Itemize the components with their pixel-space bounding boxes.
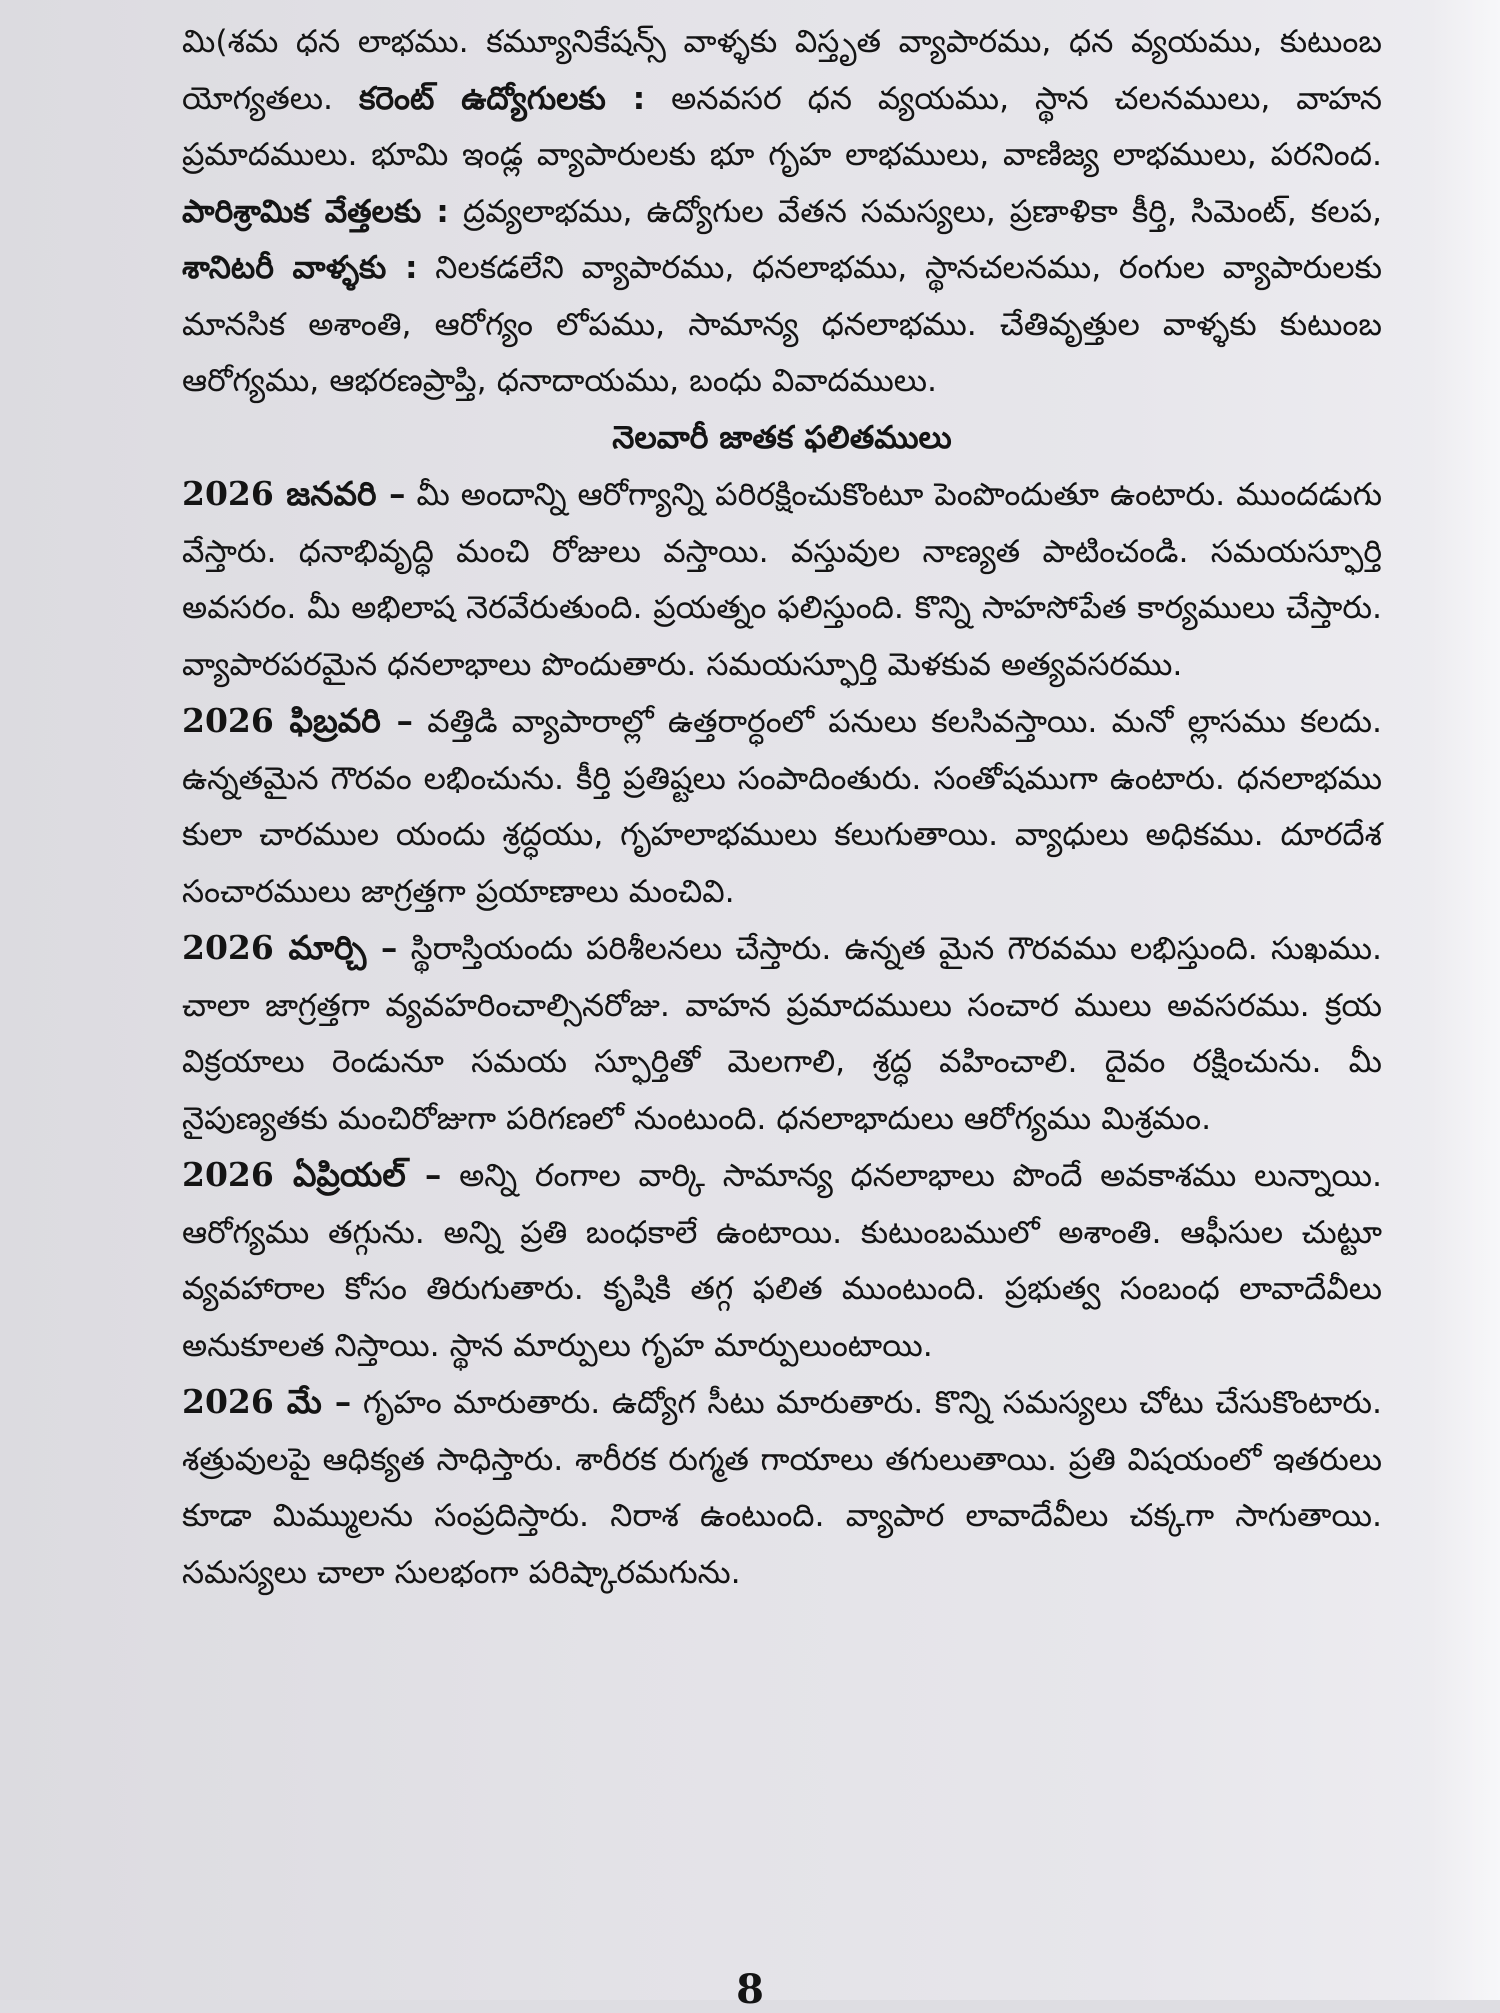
month-text: వత్తిడి వ్యాపారాల్లో ఉత్తరార్ధంలో పనులు కలసివస్తాయి. మనో ల్లాసము కలదు. ఉన్నతమైన గౌరవం లభించును. కీర్తి ప్రతిష్టలు సంపాదింతురు. సంతోషముగా ఉంటారు. ధనలాభము కులా చారముల యందు శ్రద్ధయు, గృహలాభములు కలుగుతాయి. వ్యాధులు అధికము. దూరదేశ సంచారములు జాగ్రత్తగా ప్రయాణాలు మంచివి. bbox=[182, 704, 1382, 910]
month-paragraph-april bbox=[182, 1147, 1382, 1374]
intro-bold-2: పారిశ్రామిక వేత్తలకు : bbox=[182, 193, 449, 230]
month-paragraph-january bbox=[182, 466, 1382, 693]
month-label: 2026 ఫిబ్రవరి – bbox=[182, 701, 413, 740]
intro-text-2: అనవసర ధన వ్యయము, స్థాన చలనములు, వాహన ప్రమాదములు. భూమి ఇండ్ల వ్యాపారులకు భూ గృహ లాభములు, వాణిజ్య లాభములు, పరనింద. bbox=[182, 80, 1383, 173]
intro-text-3: ద్రవ్యలాభము, ఉద్యోగుల వేతన సమస్యలు, ప్రణాళికా కీర్తి, సిమెంట్, కలప, bbox=[448, 193, 1382, 230]
intro-paragraph bbox=[182, 14, 1382, 410]
month-paragraph-february bbox=[182, 693, 1382, 920]
intro-text-4: నిలకడలేని వ్యాపారము, ధనలాభము, స్థానచలనము, రంగుల వ్యాపారులకు మానసిక అశాంతి, ఆరోగ్యం లోపము, సామాన్య ధనలాభము. చేతివృత్తుల వాళ్ళకు కుటుంబ ఆరోగ్యము, ఆభరణప్రాప్తి, ధనాదాయము, బంధు వివాదములు. bbox=[182, 250, 1382, 399]
document-body bbox=[182, 14, 1382, 1601]
month-text: స్థిరాస్తియందు పరిశీలనలు చేస్తారు. ఉన్నత మైన గౌరవము లభిస్తుంది. సుఖము. చాలా జాగ్రత్తగా వ్యవహరించాల్సినరోజు. వాహన ప్రమాదములు సంచార ములు అవసరము. క్రయ విక్రయాలు రెండునూ సమయ స్ఫూర్తితో మెలగాలి, శ్రద్ధ వహించాలి. దైవం రక్షించును. మీ నైపుణ్యతకు మంచిరోజుగా పరిగణలో నుంటుంది. ధనలాభాదులు ఆరోగ్యము మిశ్రమం. bbox=[182, 931, 1383, 1137]
page-number: 8 bbox=[736, 1966, 764, 2013]
month-paragraph-march bbox=[182, 920, 1382, 1147]
month-paragraph-may bbox=[182, 1374, 1382, 1601]
intro-text-1: మి(శమ ధన లాభము. కమ్యూనికేషన్స్ వాళ్ళకు విస్తృత వ్యాపారము, ధన వ్యయము, కుటుంబ యోగ్యతలు. bbox=[182, 24, 1382, 117]
month-label: 2026 మే – bbox=[182, 1382, 352, 1421]
section-heading: నెలవారీ జాతక ఫలితములు bbox=[612, 419, 952, 456]
intro-bold-1: కరెంట్ ఉద్యోగులకు : bbox=[358, 80, 646, 117]
month-label: 2026 జనవరి – bbox=[182, 474, 406, 513]
month-text: గృహం మారుతారు. ఉద్యోగ సీటు మారుతారు. కొన్ని సమస్యలు చోటు చేసుకొంటారు. శత్రువులపై ఆధిక్యత సాధిస్తారు. శారీరక రుగ్మత గాయాలు తగులుతాయి. ప్రతి విషయంలో ఇతరులు కూడా మిమ్ములను సంప్రదిస్తారు. నిరాశ ఉంటుంది. వ్యాపార లావాదేవీలు చక్కగా సాగుతాయి. సమస్యలు చాలా సులభంగా పరిష్కారమగును. bbox=[182, 1385, 1382, 1591]
month-text: మీ అందాన్ని ఆరోగ్యాన్ని పరిరక్షించుకొంటూ పెంపొందుతూ ఉంటారు. ముందడుగు వేస్తారు. ధనాభివృద్ధి మంచి రోజులు వస్తాయి. వస్తువుల నాణ్యత పాటించండి. సమయస్ఫూర్తి అవసరం. మీ అభిలాష నెరవేరుతుంది. ప్రయత్నం ఫలిస్తుంది. కొన్ని సాహసోపేత కార్యములు చేస్తారు. వ్యాపారపరమైన ధనలాభాలు పొందుతారు. సమయస్ఫూర్తి మెళకువ అత్యవసరము. bbox=[182, 477, 1382, 683]
intro-bold-3: శానిటరీ వాళ్ళకు : bbox=[182, 250, 418, 286]
page-edge-shadow bbox=[1430, 0, 1500, 2000]
month-label: 2026 ఏప్రియల్ – bbox=[182, 1155, 442, 1194]
month-label: 2026 మార్చి – bbox=[182, 928, 398, 967]
month-text: అన్ని రంగాల వార్కి సామాన్య ధనలాభాలు పొందే అవకాశము లున్నాయి. ఆరోగ్యము తగ్గును. అన్ని ప్రతి బంధకాలే ఉంటాయి. కుటుంబములో అశాంతి. ఆఫీసుల చుట్టూ వ్యవహారాల కోసం తిరుగుతారు. కృషికి తగ్గ ఫలిత ముంటుంది. ప్రభుత్వ సంబంధ లావాదేవీలు అనుకూలత నిస్తాయి. స్థాన మార్పులు గృహ మార్పులుంటాయి. bbox=[182, 1158, 1382, 1364]
